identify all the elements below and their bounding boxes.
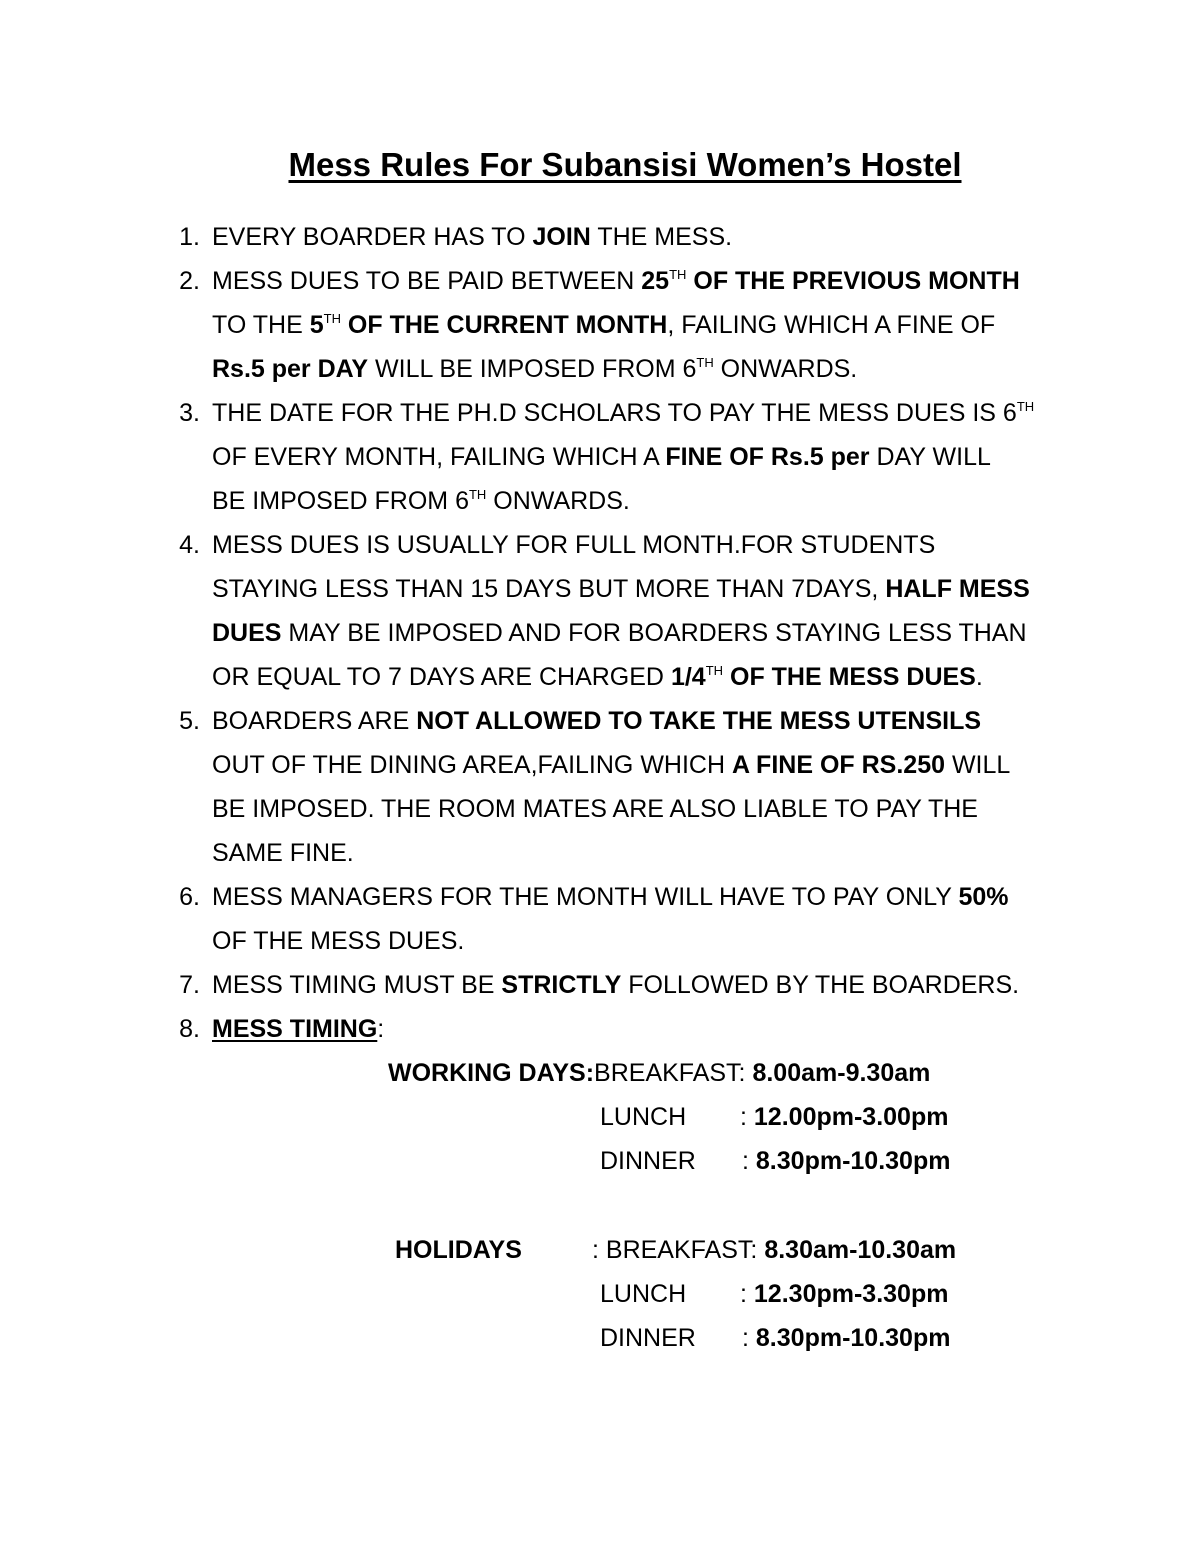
working-lunch-label: LUNCH: [600, 1103, 687, 1131]
rule-text: MESS DUES IS USUALLY FOR FULL MONTH.FOR STUDENTS: [212, 531, 936, 559]
rule-5-line: [212, 706, 981, 736]
holidays-lunch-sep: :: [740, 1280, 747, 1308]
rule-3-line: [212, 398, 1034, 428]
rule-text: .: [975, 663, 983, 691]
rule-6-line: [212, 882, 1009, 912]
rule-5-line: [212, 750, 1010, 780]
rule-text: 25: [641, 267, 670, 295]
rule-text: STRICTLY: [501, 971, 622, 999]
ordinal-suffix: TH: [468, 487, 487, 502]
rule-number: 5.: [179, 707, 200, 735]
rule-text: Rs.5 per DAY: [212, 355, 369, 383]
rule-text: :: [377, 1015, 385, 1043]
holidays-lunch-time: 12.30pm-3.30pm: [753, 1280, 949, 1308]
holidays-sep: :: [592, 1236, 599, 1264]
rule-6-line: [212, 926, 464, 956]
working-dinner-time: 8.30pm-10.30pm: [755, 1147, 951, 1175]
rule-4-line: [212, 530, 935, 560]
rule-text: OF THE CURRENT MONTH: [340, 311, 668, 339]
working-lunch-sep: :: [740, 1103, 747, 1131]
rule-text: OUT OF THE DINING AREA,FAILING WHICH: [212, 751, 732, 779]
rule-text: WILL: [945, 751, 1011, 779]
rule-number: 6.: [179, 883, 200, 911]
rule-8-line: [212, 1014, 384, 1044]
rule-number: 7.: [179, 971, 200, 999]
rule-number: 2.: [179, 267, 200, 295]
page-title: Mess Rules For Subansisi Women’s Hostel: [288, 146, 962, 183]
rule-text: , FAILING WHICH A FINE OF: [667, 311, 996, 339]
ordinal-suffix: TH: [1016, 399, 1035, 414]
rule-text: ONWARDS.: [486, 487, 630, 515]
rule-text: THE DATE FOR THE PH.D SCHOLARS TO PAY THE MESS DUES IS 6: [212, 399, 1017, 427]
ordinal-suffix: TH: [669, 267, 687, 282]
rule-5-line: [212, 794, 978, 824]
working-breakfast-label: BREAKFAST:: [594, 1059, 746, 1087]
rule-text: STAYING LESS THAN 15 DAYS BUT MORE THAN 7DAYS,: [212, 575, 886, 603]
rule-text: FINE OF Rs.5 per: [665, 443, 870, 471]
holidays-dinner-sep: :: [742, 1324, 749, 1352]
working-days-label: WORKING DAYS: [388, 1059, 586, 1087]
rule-2-line: [212, 310, 995, 340]
ordinal-suffix: TH: [696, 355, 714, 370]
rule-text: JOIN: [532, 223, 591, 251]
rule-text: OF THE MESS DUES: [723, 663, 976, 691]
ordinal-suffix: TH: [705, 663, 724, 678]
rule-number: 3.: [179, 399, 200, 427]
rule-3-line: [212, 442, 991, 472]
rule-1-line: [212, 222, 732, 252]
rule-4-line: [212, 662, 983, 692]
rule-number: 8.: [179, 1015, 200, 1043]
working-days-sep: :: [585, 1059, 595, 1087]
rule-text: WILL BE IMPOSED FROM 6: [368, 355, 697, 383]
rule-text: DUES: [212, 619, 282, 647]
working-dinner-sep: :: [742, 1147, 749, 1175]
rule-text: HALF MESS: [885, 575, 1030, 603]
ordinal-suffix: TH: [323, 311, 341, 326]
rule-7-line: [212, 970, 1019, 1000]
rule-2-line: [212, 266, 1020, 296]
working-breakfast-time: 8.00am-9.30am: [752, 1059, 931, 1087]
rule-text: SAME FINE.: [212, 839, 354, 867]
rule-text: OF THE MESS DUES.: [212, 927, 465, 955]
rule-3-line: [212, 486, 630, 516]
rule-2-line: [212, 354, 857, 384]
rule-5-line: [212, 838, 354, 868]
working-lunch-time: 12.00pm-3.00pm: [753, 1103, 949, 1131]
holidays-breakfast-label: BREAKFAST:: [605, 1236, 758, 1264]
rule-text: TO THE: [212, 311, 310, 339]
rule-text: BE IMPOSED. THE ROOM MATES ARE ALSO LIABLE TO PAY THE: [212, 795, 978, 823]
rule-4-line: [212, 574, 1030, 604]
rule-text: OF EVERY MONTH, FAILING WHICH A: [212, 443, 666, 471]
rule-text: A FINE OF RS.250: [731, 751, 945, 779]
rule-4-line: [212, 618, 1027, 648]
holidays-label: HOLIDAYS: [395, 1236, 522, 1264]
rule-text: OF THE PREVIOUS MONTH: [686, 267, 1020, 295]
rule-text: ONWARDS.: [713, 355, 858, 383]
rule-text: MESS TIMING MUST BE: [212, 971, 502, 999]
rule-text: BE IMPOSED FROM 6: [212, 487, 469, 515]
holidays-lunch-label: LUNCH: [600, 1280, 687, 1308]
rule-number: 1.: [179, 223, 200, 251]
rule-text: DAY WILL: [869, 443, 991, 471]
holidays-dinner-time: 8.30pm-10.30pm: [755, 1324, 951, 1352]
rule-text: MAY BE IMPOSED AND FOR BOARDERS STAYING LESS THAN: [281, 619, 1027, 647]
holidays-breakfast-time: 8.30am-10.30am: [764, 1236, 957, 1264]
working-dinner-label: DINNER: [600, 1147, 696, 1175]
rule-text: BOARDERS ARE: [212, 707, 417, 735]
rule-text: MESS MANAGERS FOR THE MONTH WILL HAVE TO PAY ONLY: [212, 883, 959, 911]
rule-text: 50%: [958, 883, 1009, 911]
rule-text: FOLLOWED BY THE BOARDERS.: [621, 971, 1020, 999]
rule-text: THE MESS.: [590, 223, 733, 251]
holidays-dinner-label: DINNER: [600, 1324, 696, 1352]
rule-number: 4.: [179, 531, 200, 559]
rule-text: 1/4: [670, 663, 706, 691]
rule-text: MESS DUES TO BE PAID BETWEEN: [212, 267, 642, 295]
rule-text: 5: [309, 311, 324, 339]
rule-text: EVERY BOARDER HAS TO: [212, 223, 533, 251]
rule-text: OR EQUAL TO 7 DAYS ARE CHARGED: [212, 663, 671, 691]
rule-text: MESS TIMING: [212, 1015, 378, 1043]
rule-text: NOT ALLOWED TO TAKE THE MESS UTENSILS: [416, 707, 982, 735]
